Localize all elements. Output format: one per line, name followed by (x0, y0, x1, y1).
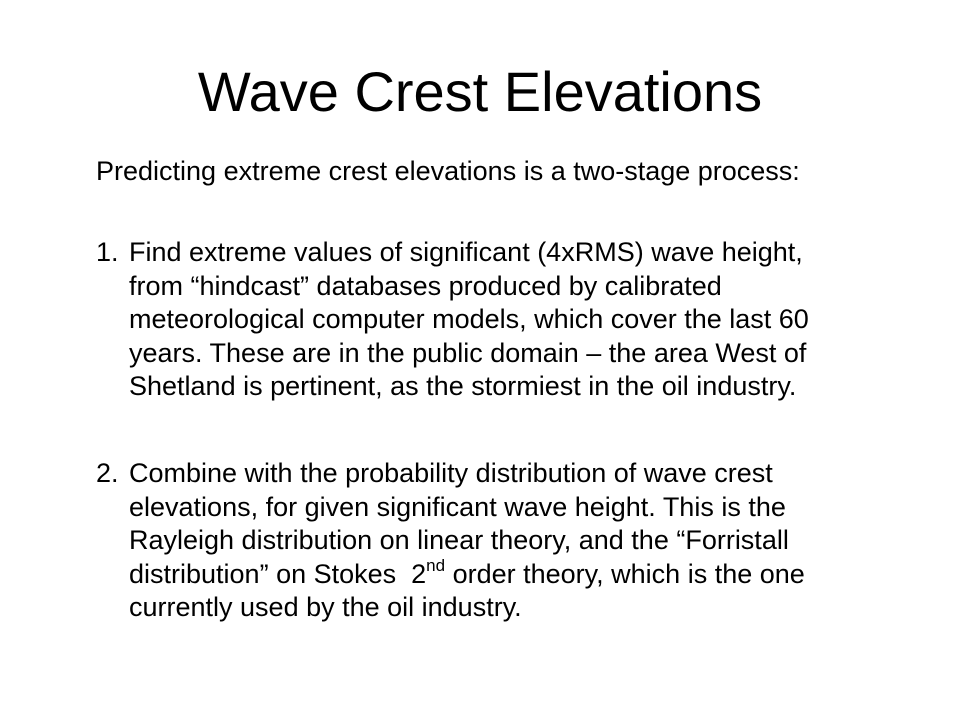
list-item-1-line-5: Shetland is pertinent, as the stormiest in the oil industry. (129, 371, 797, 401)
list-item-1-line-4: years. These are in the public domain – the area West of (129, 337, 807, 368)
list-item-2-line-3: Rayleigh distribution on linear theory, and the “Forristall (129, 525, 789, 555)
list-item-1-line-2: from “hindcast” databases produced by calibrated (129, 270, 722, 301)
list-item-2-line-1 (96, 457, 805, 491)
slide-title: Wave Crest Elevations (197, 60, 763, 123)
list-item-2-lines (96, 457, 805, 625)
list-item-2-line-4-text: distribution” on Stokes 2 (129, 558, 427, 589)
list-item-1-line-1 (96, 236, 809, 270)
list-item-2-line-1-text: Combine with the probability distribution of wave crest (129, 458, 773, 488)
list-item-1-line-1-text: Find extreme values of significant (4xRMS) wave height, (129, 237, 803, 267)
list-item-1-line-3: meteorological computer models, which cover the last 60 (129, 304, 809, 334)
list-item-2-line-5: currently used by the oil industry. (129, 592, 522, 622)
list-item-2-line-4-tail: order theory, which is the one (445, 558, 805, 589)
list-item-2-line-4 (96, 555, 805, 592)
list-item-2-line-2: elevations, for given significant wave height. This is the (129, 491, 786, 522)
ordinal-superscript: nd (426, 555, 446, 575)
list-item-1-lines (96, 236, 809, 404)
list-item-2-number: 2. (96, 458, 119, 488)
list-item-1-number: 1. (96, 237, 119, 267)
intro-text: Predicting extreme crest elevations is a two-stage process: (96, 156, 800, 186)
